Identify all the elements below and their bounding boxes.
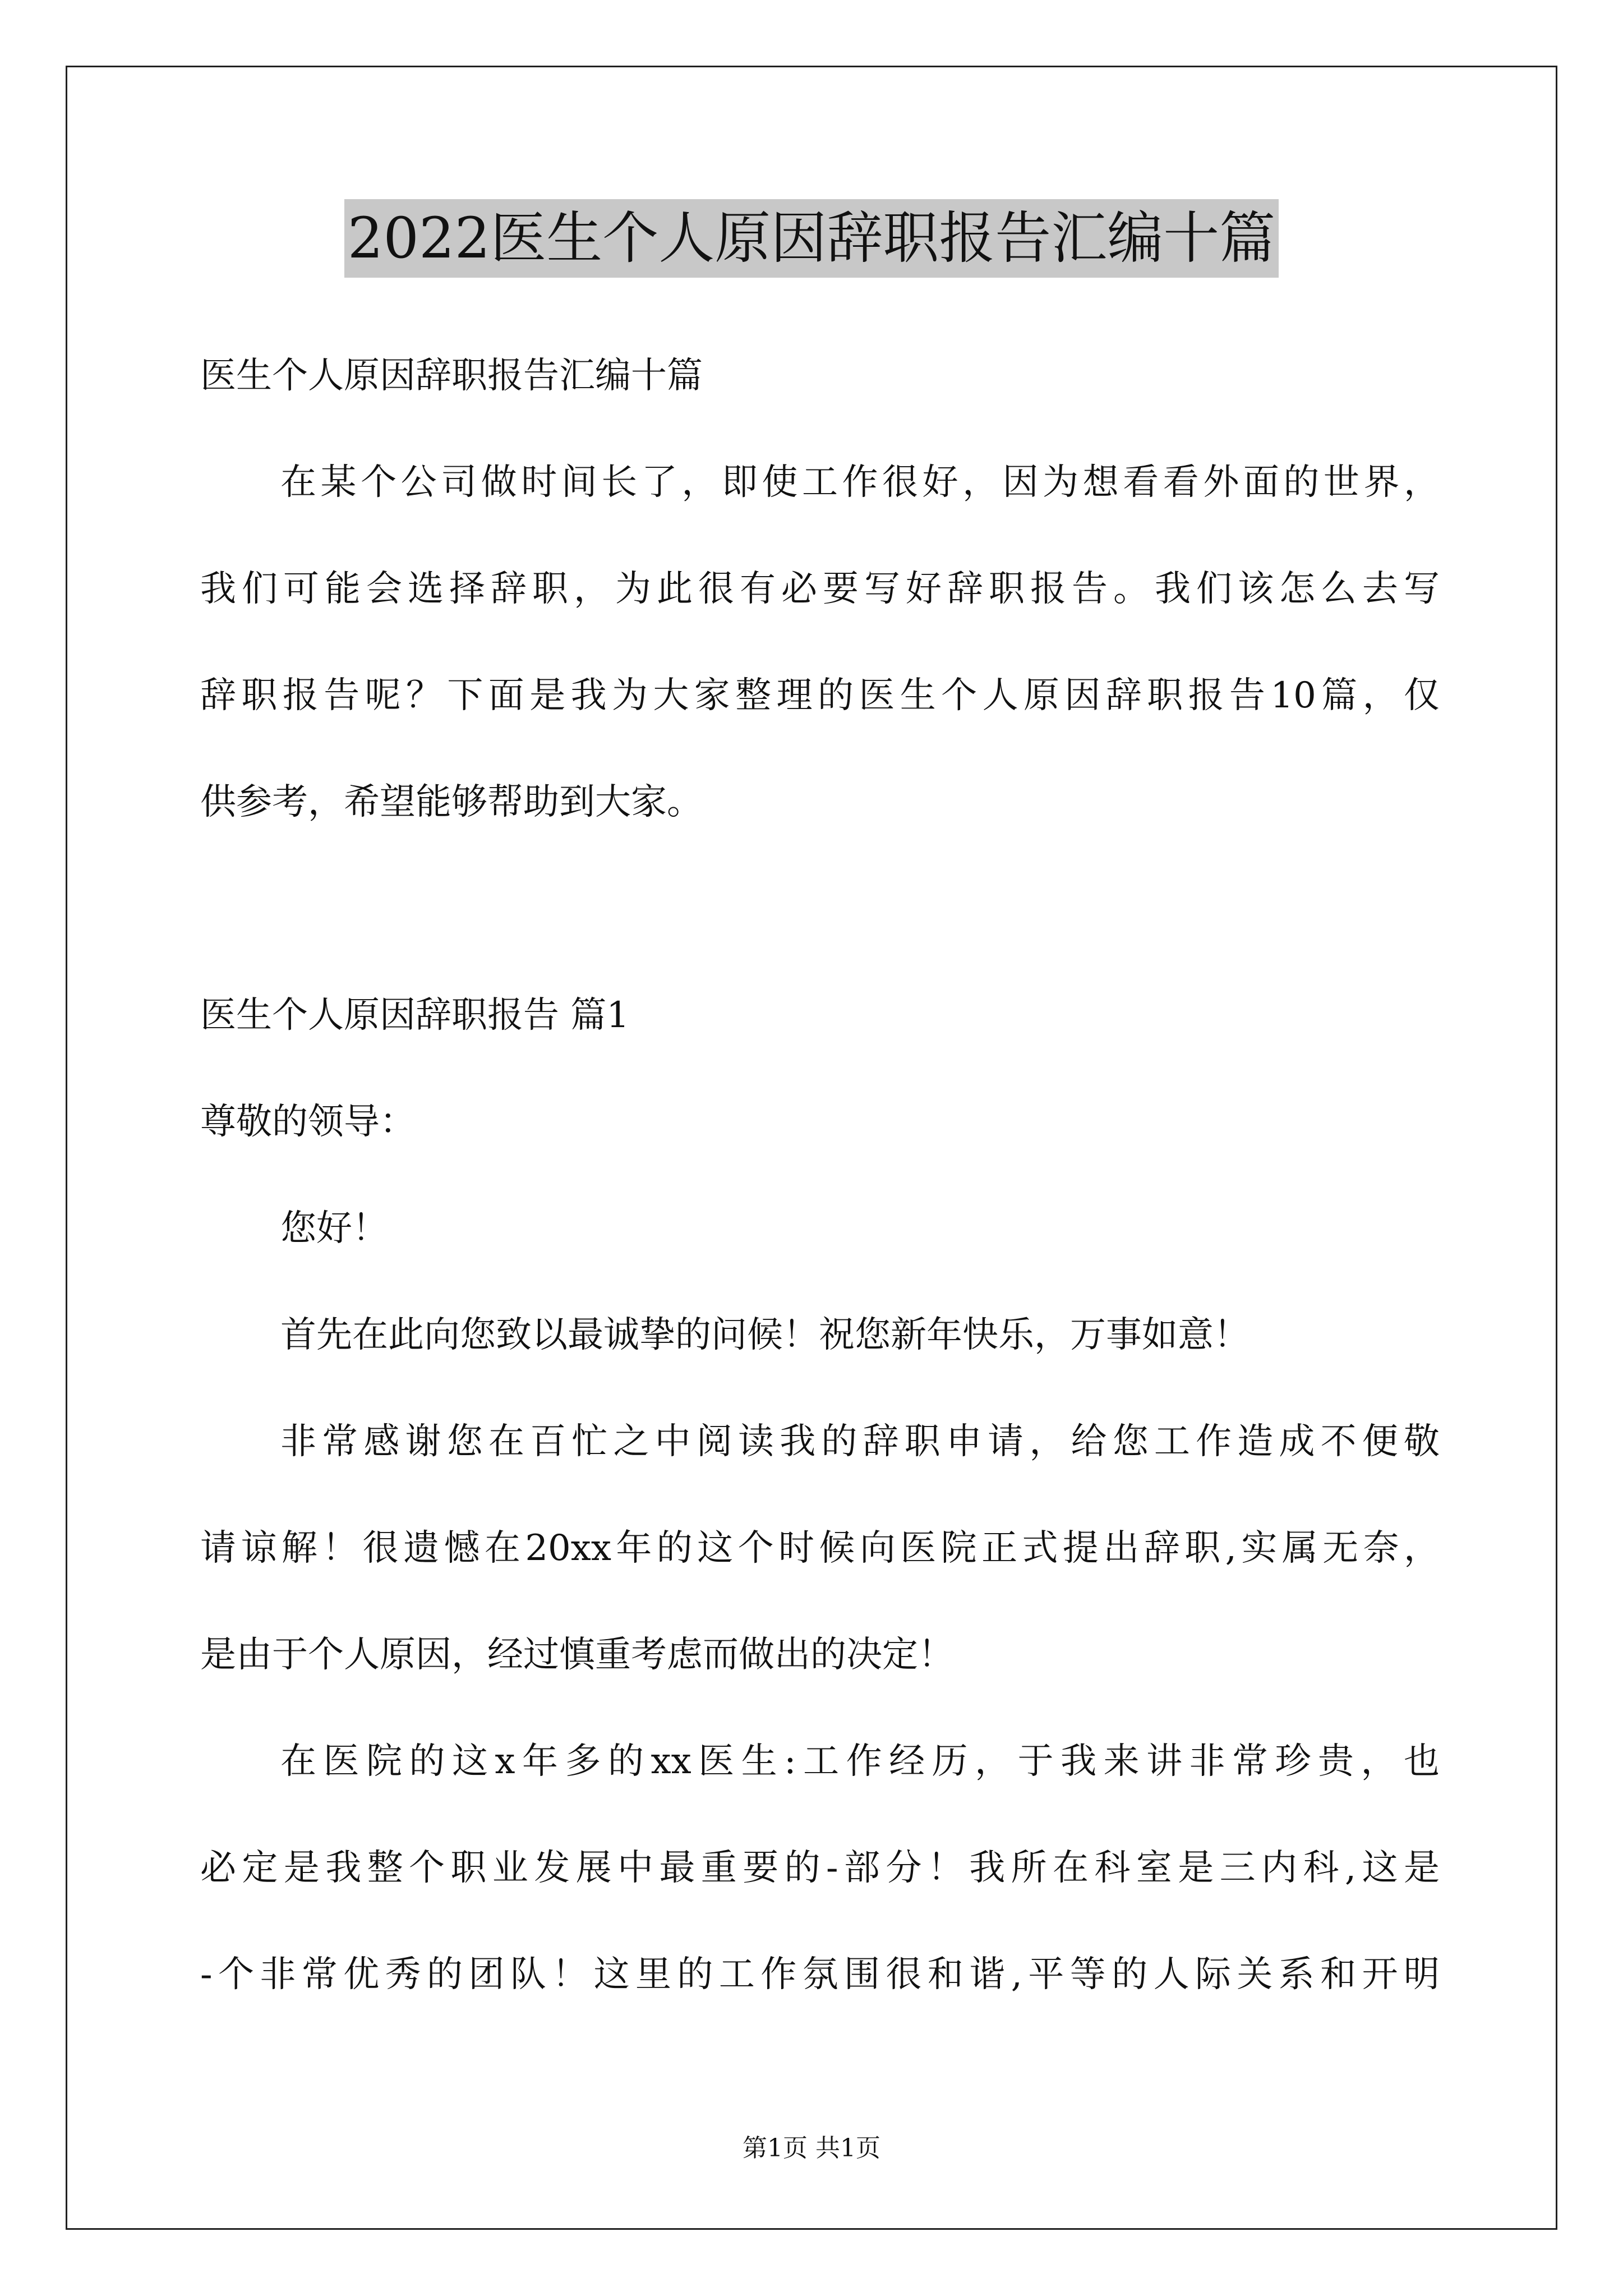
paragraph-3-line-1: 在医院的这x年多的xx医生:工作经历，于我来讲非常珍贵，也: [280, 1741, 1440, 1782]
intro-line-2: 我们可能会选择辞职，为此很有必要写好辞职报告。我们该怎么去写: [200, 568, 1440, 610]
paragraph-2-line-2: 请谅解！很遗憾在20xx年的这个时候向医院正式提出辞职,实属无奈，: [200, 1527, 1440, 1569]
title-container: [0, 199, 1623, 278]
document-title: 2022医生个人原因辞职报告汇编十篇: [344, 199, 1279, 278]
salutation: 尊敬的领导：: [200, 1101, 416, 1143]
intro-line-3: 辞职报告呢？下面是我为大家整理的医生个人原因辞职报告10篇，仅: [200, 675, 1440, 716]
paragraph-3-line-3: -个非常优秀的团队！这里的工作氛围很和谐,平等的人际关系和开明: [200, 1954, 1440, 1995]
intro-line-1: 在某个公司做时间长了，即使工作很好，因为想看看外面的世界，: [280, 462, 1440, 503]
paragraph-2-line-1: 非常感谢您在百忙之中阅读我的辞职申请，给您工作造成不便敬: [280, 1421, 1440, 1462]
greeting: 您好！: [280, 1208, 388, 1249]
document-subtitle: 医生个人原因辞职报告汇编十篇: [200, 355, 703, 397]
page-footer: 第1页 共1页: [743, 2134, 880, 2162]
paragraph-2-line-3: 是由于个人原因，经过慎重考虑而做出的决定！: [200, 1634, 954, 1676]
paragraph-3-line-2: 必定是我整个职业发展中最重要的-部分！我所在科室是三内科,这是: [200, 1847, 1440, 1889]
paragraph-1: 首先在此向您致以最诚挚的问候！祝您新年快乐，万事如意！: [280, 1314, 1249, 1356]
intro-line-4: 供参考，希望能够帮助到大家。: [200, 781, 703, 823]
section-heading: 医生个人原因辞职报告 篇1: [200, 995, 630, 1036]
